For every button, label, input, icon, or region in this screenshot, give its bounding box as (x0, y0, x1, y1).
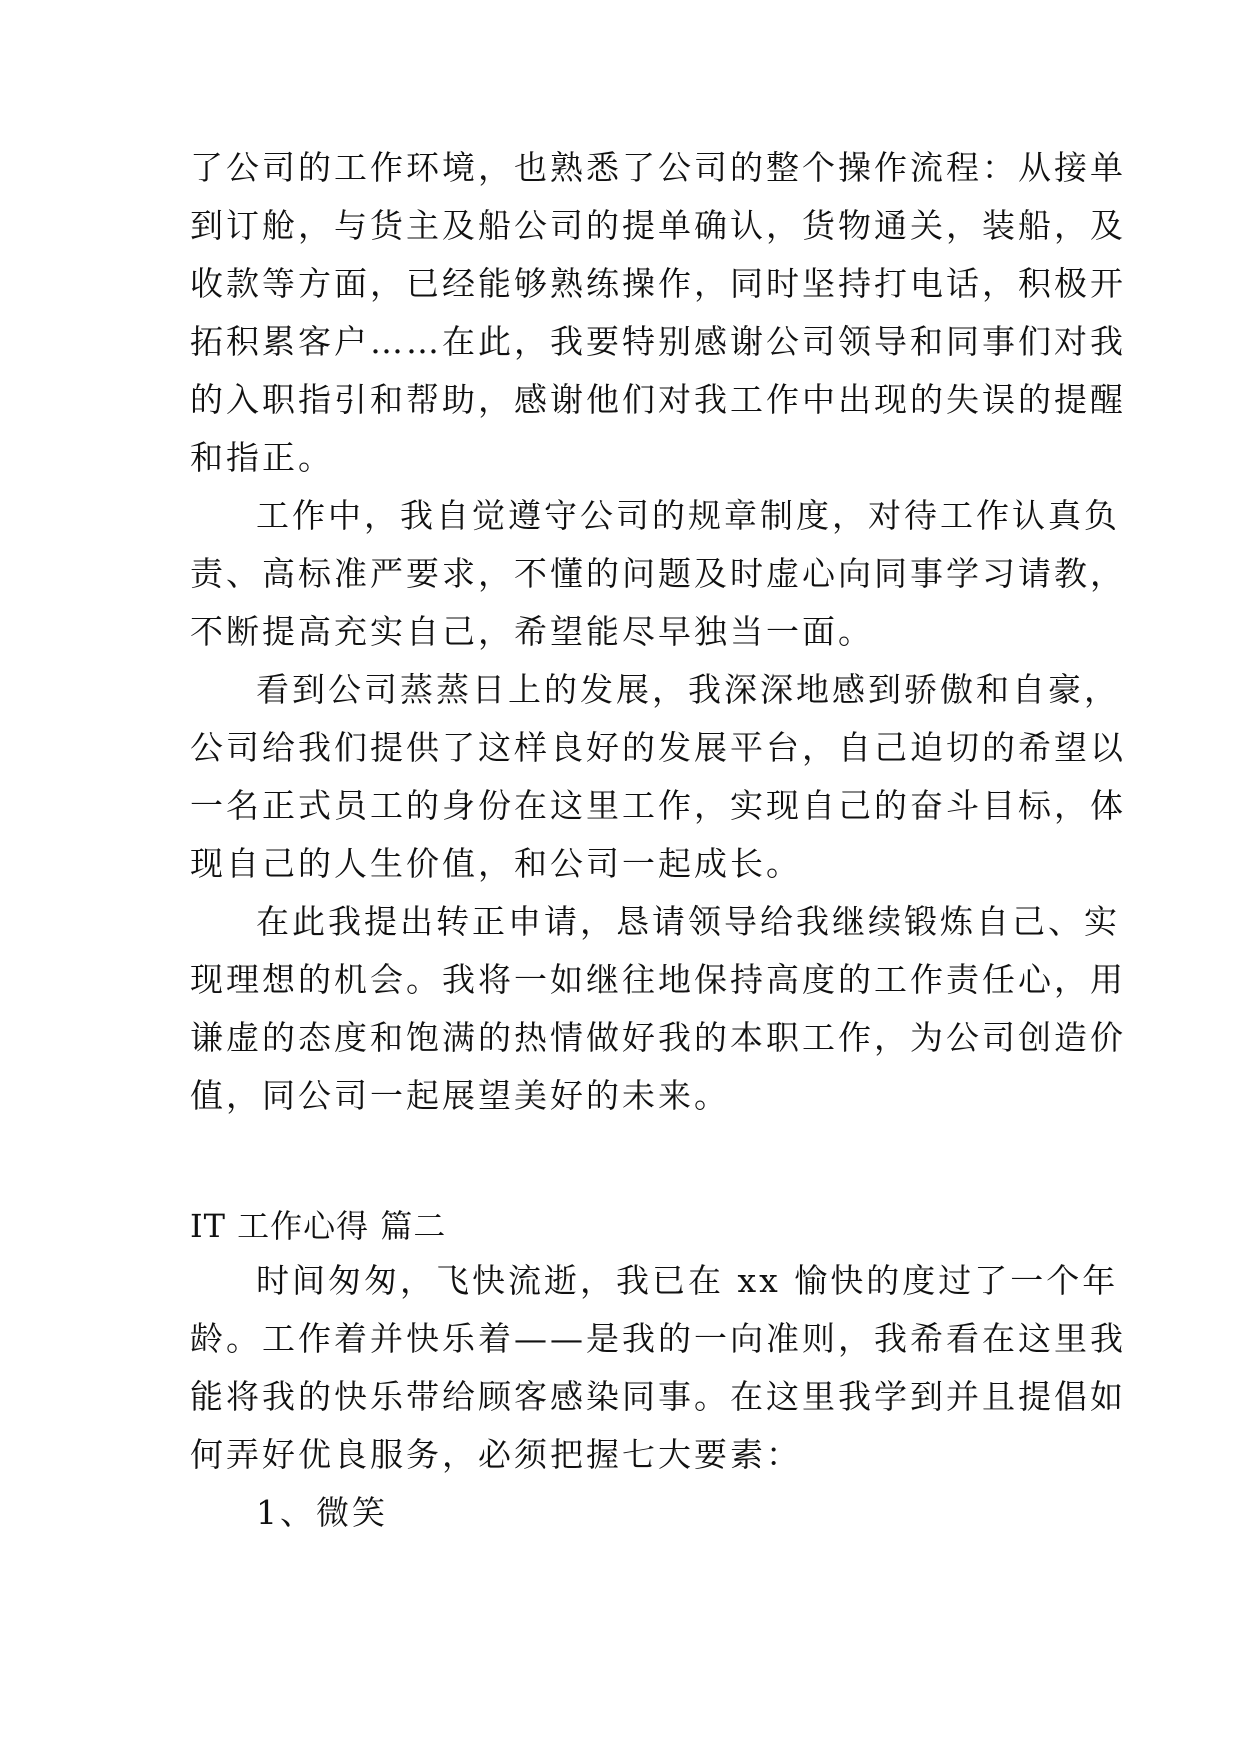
text-line: 不断提高充实自己，希望能尽早独当一面。 (190, 612, 874, 651)
text-line: 了公司的工作环境，也熟悉了公司的整个操作流程：从接单 (190, 148, 1126, 187)
text-line: 何弄好优良服务，必须把握七大要素： (190, 1435, 802, 1474)
text-line: 到订舱，与货主及船公司的提单确认，货物通关，装船，及 (190, 206, 1126, 245)
text-line: 和指正。 (190, 438, 334, 477)
text-line: 谦虚的态度和饱满的热情做好我的本职工作，为公司创造价 (190, 1018, 1126, 1057)
text-line: 龄。工作着并快乐着——是我的一向准则，我希看在这里我 (190, 1319, 1126, 1358)
text-line: 责、高标准严要求，不懂的问题及时虚心向同事学习请教， (190, 554, 1126, 593)
list-item: 1、微笑 (256, 1493, 388, 1532)
text-line: 现理想的机会。我将一如继往地保持高度的工作责任心，用 (190, 960, 1126, 999)
text-line: 公司给我们提供了这样良好的发展平台，自己迫切的希望以 (190, 728, 1126, 767)
text-line: 一名正式员工的身份在这里工作，实现自己的奋斗目标，体 (190, 786, 1126, 825)
section-heading: IT 工作心得 篇二 (190, 1207, 447, 1245)
paragraph-intro (190, 139, 1126, 1125)
text-line: 工作中，我自觉遵守公司的规章制度，对待工作认真负 (256, 496, 1120, 535)
text-line: 现自己的人生价值，和公司一起成长。 (190, 844, 802, 883)
text-line: 收款等方面，已经能够熟练操作，同时坚持打电话，积极开 (190, 264, 1126, 303)
text-line: 值，同公司一起展望美好的未来。 (190, 1076, 730, 1115)
text-line: 拓积累客户……在此，我要特别感谢公司领导和同事们对我 (190, 322, 1126, 361)
text-line: 时间匆匆，飞快流逝，我已在 xx 愉快的度过了一个年 (256, 1261, 1119, 1300)
text-line: 看到公司蒸蒸日上的发展，我深深地感到骄傲和自豪， (256, 670, 1120, 709)
section-two (190, 1200, 1126, 1542)
text-line: 能将我的快乐带给顾客感染同事。在这里我学到并且提倡如 (190, 1377, 1126, 1416)
text-line: 的入职指引和帮助，感谢他们对我工作中出现的失误的提醒 (190, 380, 1126, 419)
text-line: 在此我提出转正申请，恳请领导给我继续锻炼自己、实 (256, 902, 1120, 941)
